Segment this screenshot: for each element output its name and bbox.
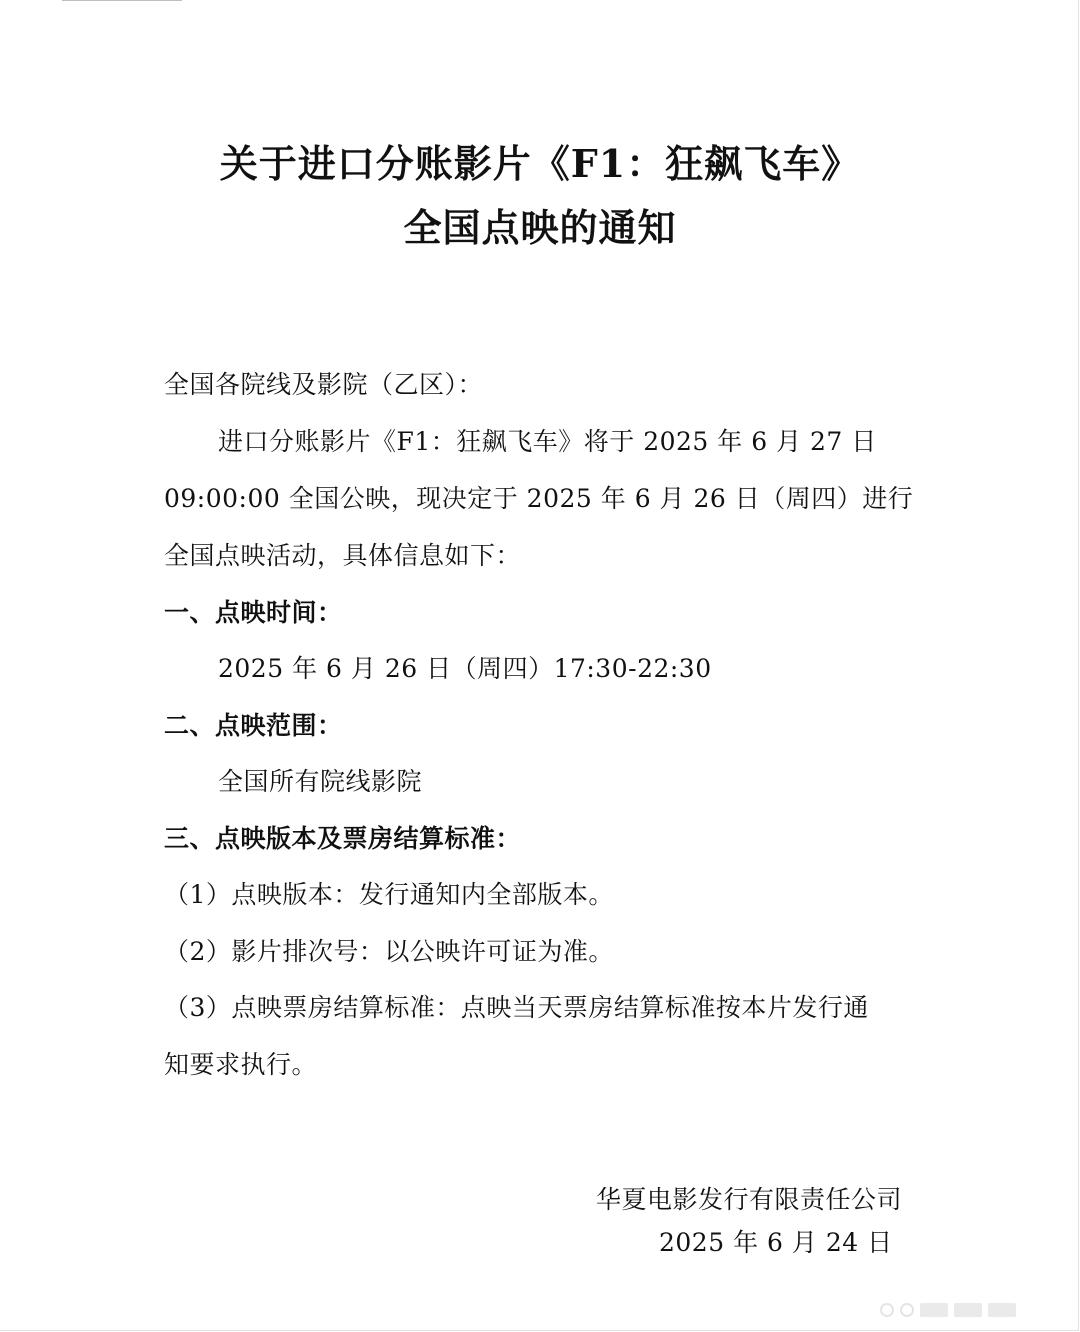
section-2-body: 全国所有院线影院	[218, 767, 423, 796]
intro-paragraph-line-3: 全国点映活动，具体信息如下：	[164, 541, 522, 570]
section-1-heading: 一、点映时间：	[164, 598, 343, 627]
salutation: 全国各院线及影院（乙区）：	[164, 370, 484, 399]
watermark-bar	[988, 1303, 1016, 1317]
signature-date: 2025 年 6 月 24 日	[659, 1228, 893, 1257]
notice-title-line-2: 全国点映的通知	[403, 205, 677, 250]
watermark-circle-icon	[880, 1303, 894, 1317]
section-3-item-3: （3）点映票房结算标准：点映当天票房结算标准按本片发行通	[164, 993, 869, 1022]
signature-company: 华夏电影发行有限责任公司	[596, 1185, 903, 1214]
watermark-bar	[920, 1303, 948, 1317]
watermark-logo	[880, 1298, 1070, 1322]
section-1-body: 2025 年 6 月 26 日（周四）17:30-22:30	[218, 654, 712, 683]
watermark-circle-icon	[900, 1303, 914, 1317]
section-3-item-3-continued: 知要求执行。	[164, 1050, 318, 1079]
section-2-heading: 二、点映范围：	[164, 711, 343, 740]
intro-paragraph-line-1: 进口分账影片《F1：狂飙飞车》将于 2025 年 6 月 27 日	[218, 427, 877, 456]
section-3-item-2: （2）影片排次号：以公映许可证为准。	[164, 937, 614, 966]
section-3-item-1: （1）点映版本：发行通知内全部版本。	[164, 880, 614, 909]
intro-paragraph-line-2: 09:00:00 全国公映，现决定于 2025 年 6 月 26 日（周四）进行	[164, 484, 914, 513]
notice-title-line-1: 关于进口分账影片《F1：狂飙飞车》	[219, 141, 861, 186]
top-divider	[62, 0, 182, 1]
section-3-heading: 三、点映版本及票房结算标准：	[164, 824, 522, 853]
watermark-bar	[954, 1303, 982, 1317]
